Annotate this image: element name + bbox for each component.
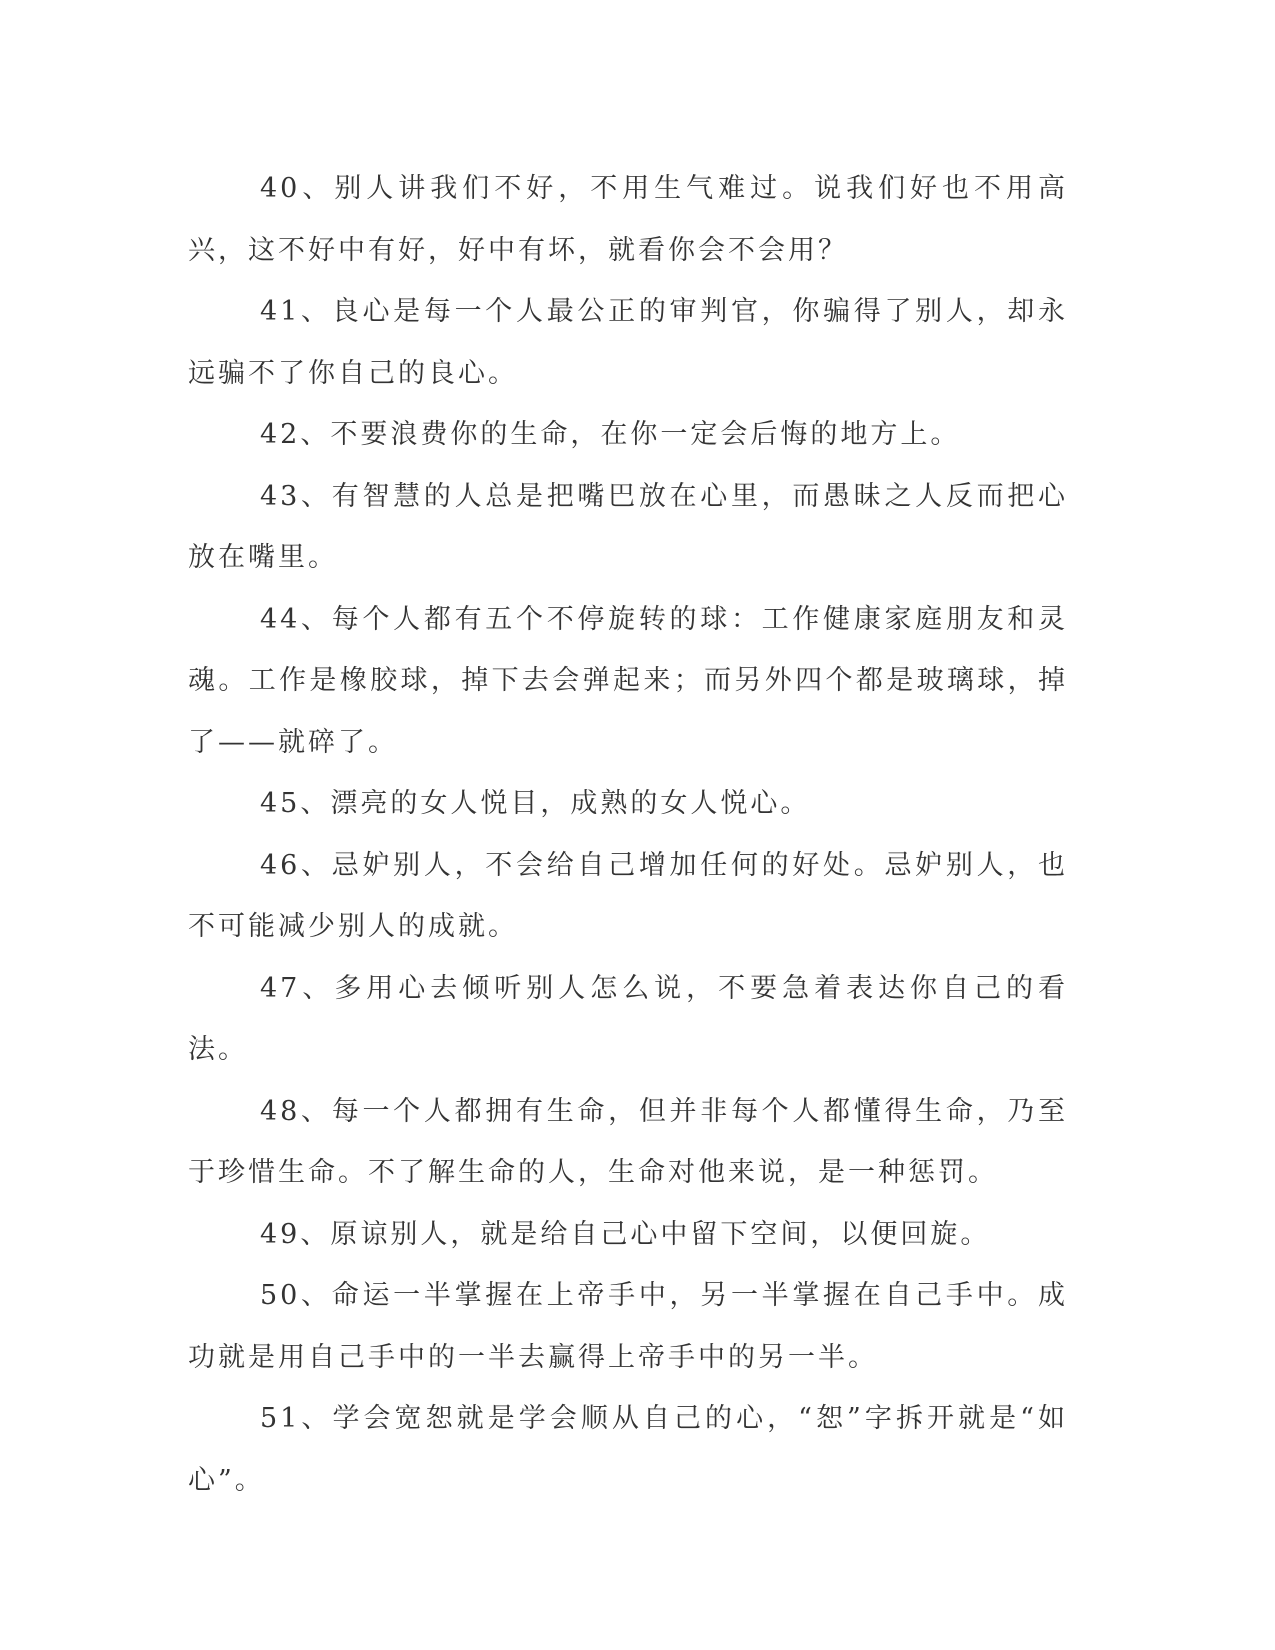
- paragraph-42: 42、不要浪费你的生命，在你一定会后悔的地方上。: [260, 419, 961, 450]
- document-body: [188, 158, 1068, 1511]
- paragraph-47: 47、多用心去倾听别人怎么说，不要急着表达你自己的看法。: [188, 972, 1068, 1065]
- paragraph-50: 50、命运一半掌握在上帝手中，另一半掌握在自己手中。成功就是用自己手中的一半去赢得上帝手中的另一半。: [188, 1280, 1068, 1373]
- paragraph-40: 40、别人讲我们不好，不用生气难过。说我们好也不用高兴，这不好中有好，好中有坏，就看你会不会用？: [188, 173, 1068, 266]
- paragraph-41: 41、良心是每一个人最公正的审判官，你骗得了别人，却永远骗不了你自己的良心。: [188, 296, 1068, 389]
- paragraph-43: 43、有智慧的人总是把嘴巴放在心里，而愚昧之人反而把心放在嘴里。: [188, 480, 1068, 573]
- paragraph-45: 45、漂亮的女人悦目，成熟的女人悦心。: [260, 788, 811, 819]
- paragraph-48: 48、每一个人都拥有生命，但并非每个人都懂得生命，乃至于珍惜生命。不了解生命的人，生命对他来说，是一种惩罚。: [188, 1095, 1068, 1188]
- paragraph-51: 51、学会宽恕就是学会顺从自己的心，“恕”字拆开就是“如心”。: [188, 1403, 1068, 1496]
- paragraph-44: 44、每个人都有五个不停旋转的球：工作健康家庭朋友和灵魂。工作是橡胶球，掉下去会弹起来；而另外四个都是玻璃球，掉了——就碎了。: [188, 603, 1068, 758]
- paragraph-46: 46、忌妒别人，不会给自己增加任何的好处。忌妒别人，也不可能减少别人的成就。: [188, 849, 1068, 942]
- paragraph-49: 49、原谅别人，就是给自己心中留下空间，以便回旋。: [260, 1218, 991, 1250]
